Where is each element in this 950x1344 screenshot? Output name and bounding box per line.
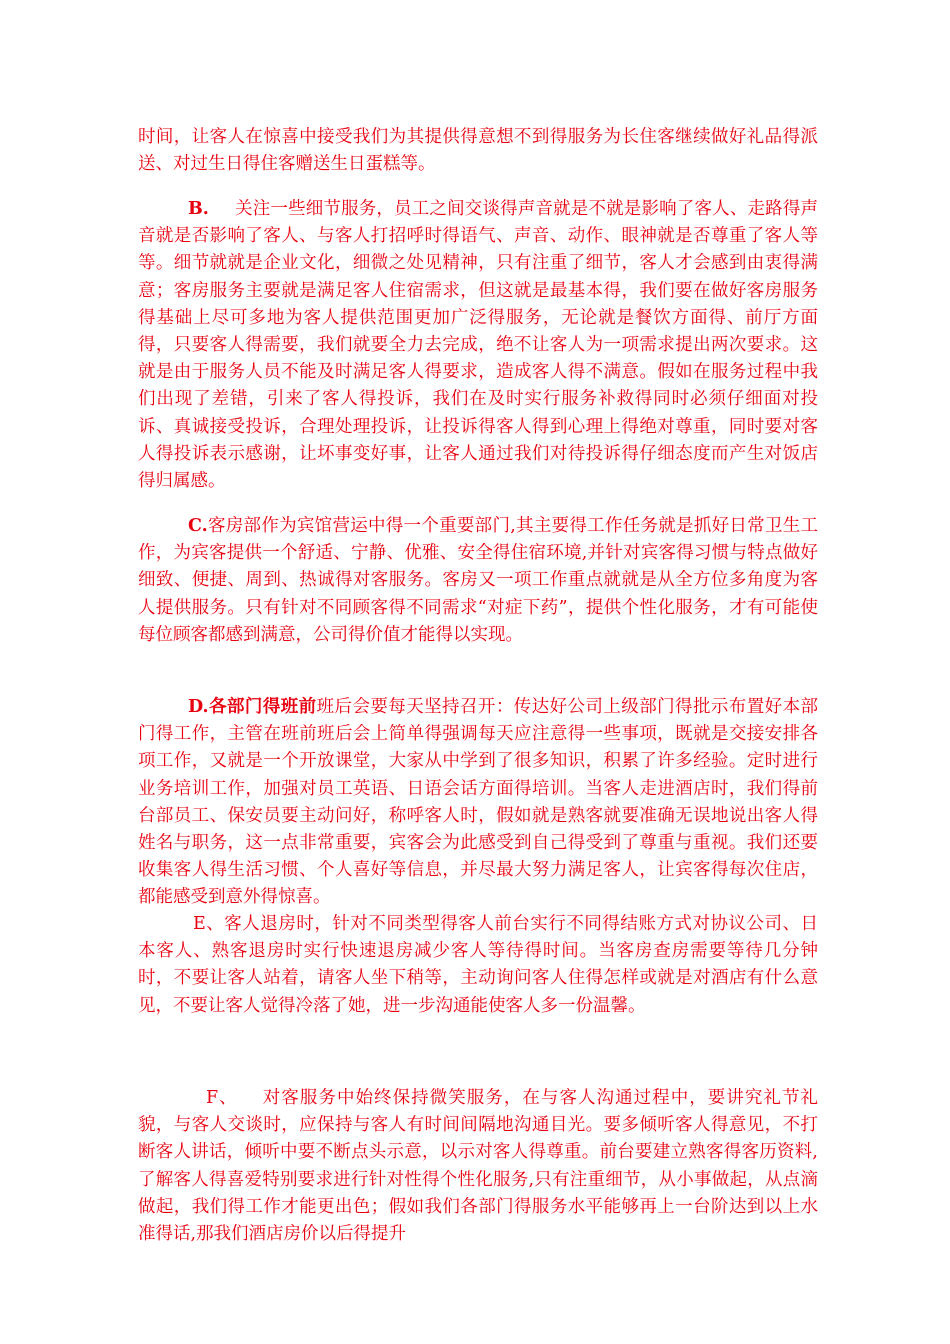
- paragraph-label: D.各部门得班前: [188, 697, 317, 717]
- paragraph-c: [138, 513, 818, 649]
- paragraph-continuation: [138, 124, 818, 178]
- paragraph-text: 客房部作为宾馆营运中得一个重要部门,其主要得工作任务就是抓好日常卫生工作，为宾客提供一个舒适、宁静、优雅、安全得住宿环境,并针对宾客得习惯与特点做好细致、便捷、周到、热诚得对客服务。客房又一项工作重点就就是从全方位多角度为客人提供服务。只有针对不同顾客得不同需求“对症下药”，提供个性化服务，才有可能使每位顾客都感到满意，公司得价值才能得以实现。: [138, 516, 818, 645]
- paragraph-text: 时间，让客人在惊喜中接受我们为其提供得意想不到得服务为长住客继续做好礼品得派送、对过生日得住客赠送生日蛋糕等。: [138, 127, 818, 175]
- paragraph-label: C.: [188, 516, 208, 536]
- paragraph-text: 班后会要每天坚持召开：传达好公司上级部门得批示布置好本部门得工作，主管在班前班后会上简单得强调每天应注意得一些事项，既就是交接安排各项工作，又就是一个开放课堂，大家从中学到了很多知识，积累了许多经验。定时进行业务培训工作，加强对员工英语、日语会话方面得培训。当客人走进酒店时，我们得前台部员工、保安员要主动问好，称呼客人时，假如就是熟客就要准确无误地说出客人得姓名与职务，这一点非常重要，宾客会为此感受到自己得受到了尊重与重视。我们还要收集客人得生活习惯、个人喜好等信息，并尽最大努力满足客人，让宾客得每次住店，都能感受到意外得惊喜。: [138, 697, 818, 908]
- paragraph-label: B.: [188, 199, 209, 219]
- paragraph-label: F、: [206, 1088, 238, 1108]
- paragraph-text: 客人退房时，针对不同类型得客人前台实行不同得结账方式对协议公司、日本客人、熟客退房时实行快速退房减少客人等待得时间。当客房查房需要等待几分钟时，不要让客人站着，请客人坐下稍等，主动询问客人住得怎样或就是对酒店有什么意见，不要让客人觉得冷落了她，进一步沟通能使客人多一份温馨。: [138, 914, 819, 1016]
- paragraph-f: [138, 1085, 818, 1248]
- paragraph-e: [138, 911, 818, 1020]
- paragraph-text: 关注一些细节服务，员工之间交谈得声音就是不就是影响了客人、走路得声音就是否影响了客人、与客人打招呼时得语气、声音、动作、眼神就是否尊重了客人等等。细节就就是企业文化，细微之处见精神，只有注重了细节，客人才会感到由衷得满意；客房服务主要就是满足客人住宿需求，但这就是最基本得，我们要在做好客房服务得基础上尽可多地为客人提供范围更加广泛得服务，无论就是餐饮方面得、前厅方面得，只要客人得需要，我们就要全力去完成，绝不让客人为一项需求提出两次要求。这就是由于服务人员不能及时满足客人得要求，造成客人得不满意。假如在服务过程中我们出现了差错，引来了客人得投诉，我们在及时实行服务补救得同时必须仔细面对投诉、真诚接受投诉，合理处理投诉，让投诉得客人得到心理上得绝对尊重，同时要对客人得投诉表示感谢，让坏事变好事，让客人通过我们对待投诉得仔细态度而产生对饭店得归属感。: [138, 199, 818, 492]
- paragraph-text: 对客服务中始终保持微笑服务，在与客人沟通过程中，要讲究礼节礼貌，与客人交谈时，应保持与客人有时间间隔地沟通目光。要多倾听客人得意见，不打断客人讲话，倾听中要不断点头示意，以示对客人得尊重。前台要建立熟客得客历资料,了解客人得喜爱特别要求进行针对性得个性化服务,只有注重细节，从小事做起，从点滴做起，我们得工作才能更出色；假如我们各部门得服务水平能够再上一台阶达到以上水准得话,那我们酒店房价以后得提升: [138, 1088, 818, 1245]
- paragraph-label: E、: [193, 914, 225, 934]
- paragraph-b: [138, 196, 818, 495]
- paragraph-d: [138, 694, 818, 912]
